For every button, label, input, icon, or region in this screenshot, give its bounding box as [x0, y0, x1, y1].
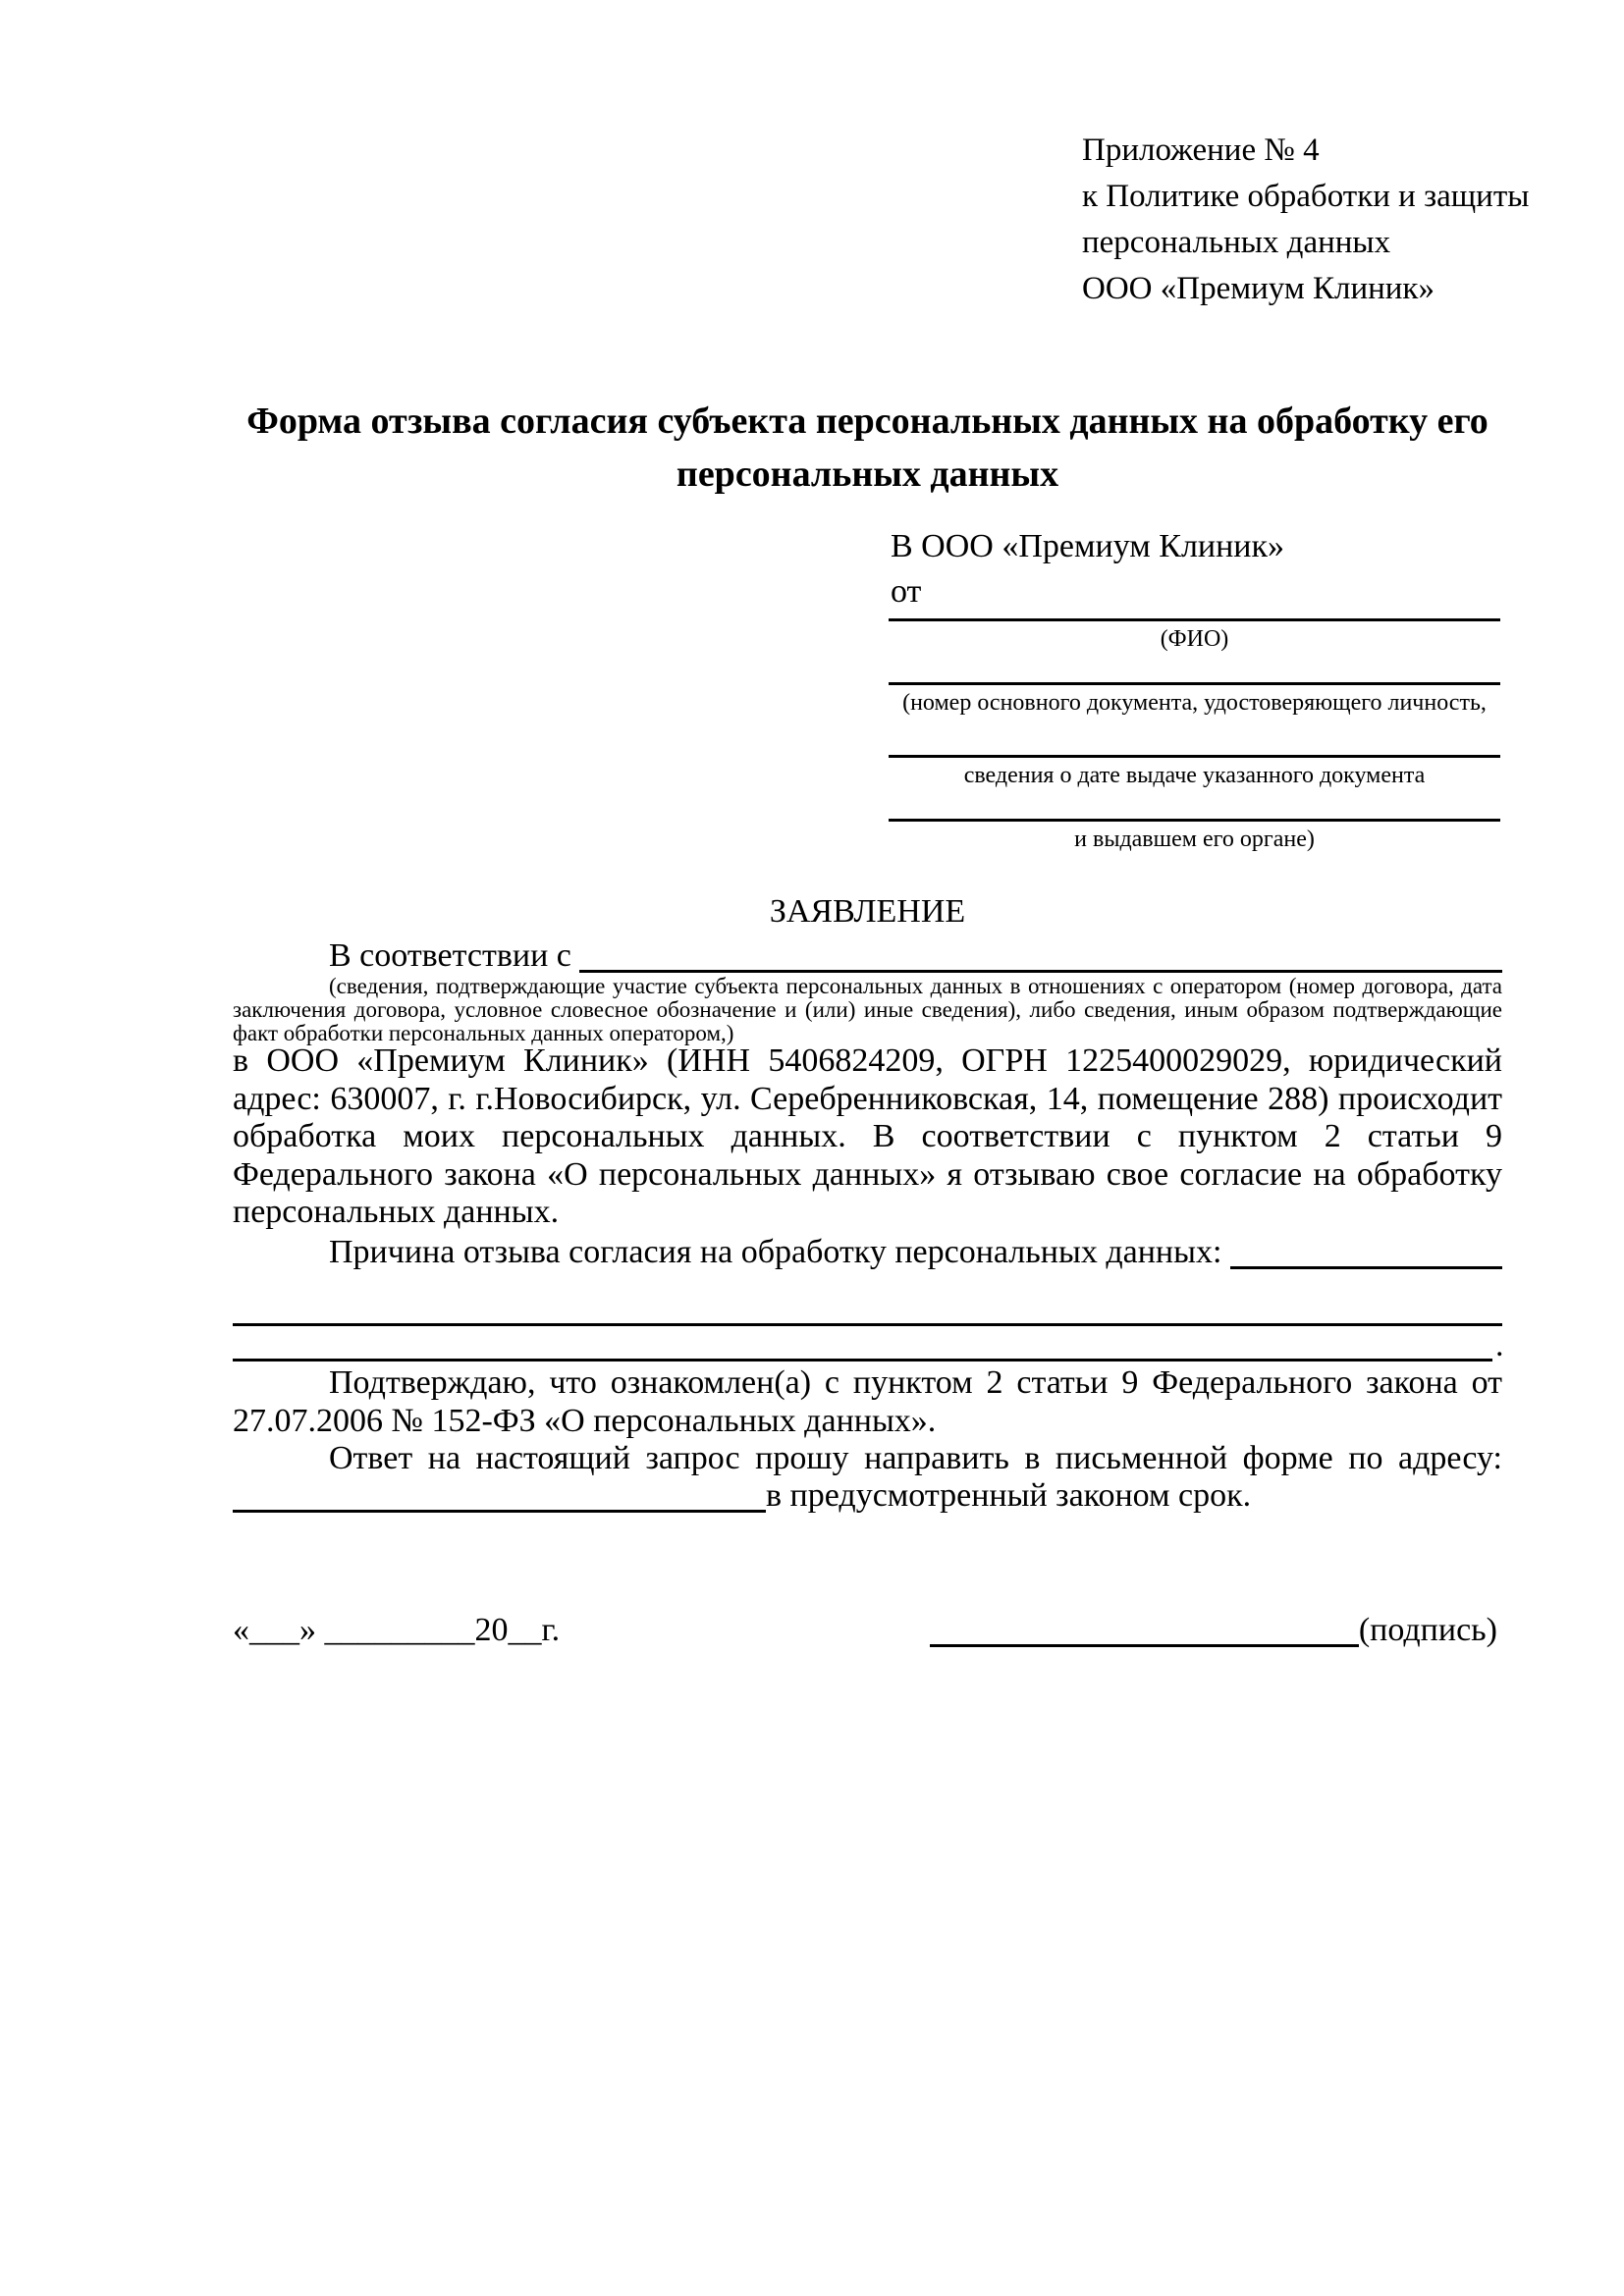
acknowledgement-paragraph: Подтверждаю, что ознакомлен(а) с пунктом 2 статьи 9 Федерального закона от 27.07.2006 № 152-ФЗ «О персональных данных».: [233, 1364, 1502, 1439]
addressee-to: В ООО «Премиум Клиник»: [891, 528, 1285, 564]
appendix-header: [1082, 128, 1534, 312]
reply-request-text: Ответ на настоящий запрос прошу направить в письменной форме по адресу:: [329, 1440, 1502, 1476]
addressee-from-label: от: [891, 573, 922, 610]
statement-heading: ЗАЯВЛЕНИЕ: [769, 893, 966, 930]
signature-row: [930, 1612, 1497, 1651]
body-paragraph: в ООО «Премиум Клиник» (ИНН 5406824209, ОГРН 1225400029029, юридический адрес: 630007, г. г.Новосибирск, ул. Серебренниковская, 14, помещение 288) происходит обработка моих персональных данных. В соответствии с пунктом 2 статьи 9 Федерального закона «О персональных данных» я отзываю свое согласие на обработку персональных данных.: [233, 1042, 1502, 1230]
basis-row: [233, 937, 1502, 977]
issue-date-blank-line[interactable]: [889, 755, 1500, 758]
fio-caption: (ФИО): [1160, 626, 1229, 652]
reply-request-tail: в предусмотренный законом срок.: [766, 1477, 1252, 1514]
reply-address-blank-line[interactable]: [233, 1477, 766, 1513]
reason-continuation-line-2[interactable]: [233, 1359, 1492, 1362]
issuing-authority-blank-line[interactable]: [889, 819, 1500, 822]
appendix-header-line: к Политике обработки и защиты: [1082, 179, 1530, 214]
document-number-blank-line[interactable]: [889, 682, 1500, 685]
document-number-caption: (номер основного документа, удостоверяющего личность,: [902, 690, 1487, 716]
form-title: Форма отзыва согласия субъекта персональных данных на обработку его персональных данных: [246, 400, 1489, 495]
fio-blank-line[interactable]: [889, 618, 1500, 621]
date-blank[interactable]: «___» _________20__г.: [233, 1612, 561, 1648]
basis-intro-text: В соответствии с: [329, 937, 580, 974]
reason-end-period: .: [1495, 1327, 1504, 1363]
basis-blank-line[interactable]: [579, 937, 1502, 973]
reason-label: Причина отзыва согласия на обработку персональных данных:: [329, 1234, 1230, 1270]
issue-date-caption: сведения о дате выдаче указанного документа: [963, 763, 1426, 788]
reason-continuation-line-1[interactable]: [233, 1323, 1502, 1326]
reply-address-row: [233, 1477, 1502, 1517]
basis-footnote: (сведения, подтверждающие участие субъекта персональных данных в отношениях с оператором (номер договора, дата заключения договора, условное словесное обозначение и (или) иные сведения), либо сведения, иным образом подтверждающие факт обработки персональных данных оператором,): [233, 974, 1502, 1045]
appendix-header-line: Приложение № 4: [1082, 133, 1320, 168]
appendix-header-line: ООО «Премиум Клиник»: [1082, 271, 1435, 306]
signature-blank-line[interactable]: [930, 1612, 1359, 1647]
addressee-block: [889, 520, 1500, 864]
reason-row: [233, 1234, 1502, 1273]
reason-blank-line[interactable]: [1230, 1234, 1502, 1269]
issuing-authority-caption: и выдавшем его органе): [1074, 827, 1315, 852]
appendix-header-line: персональных данных: [1082, 225, 1391, 260]
signature-caption: (подпись): [1358, 1612, 1497, 1648]
